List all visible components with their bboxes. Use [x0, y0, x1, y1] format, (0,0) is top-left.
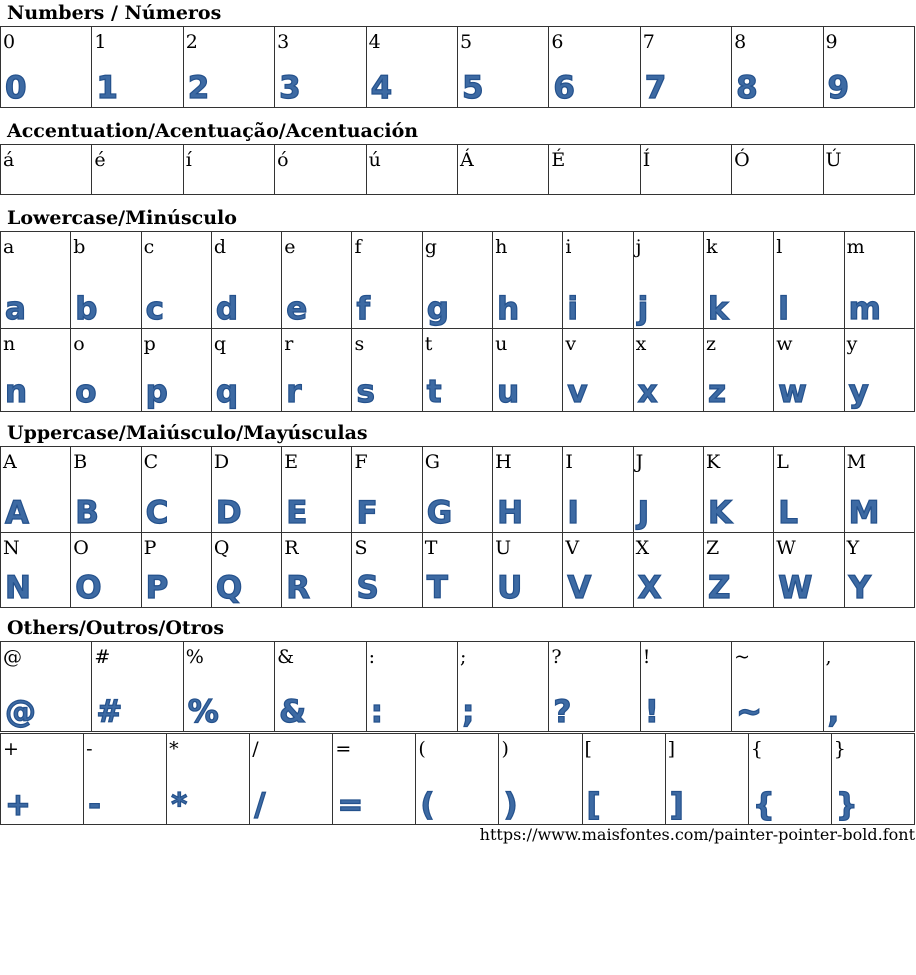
glyph-sample: g — [426, 291, 449, 327]
glyph-sample: ] — [669, 787, 684, 823]
glyph-sample: 9 — [827, 70, 850, 106]
char-label: W — [776, 537, 796, 559]
char-label: d — [213, 236, 227, 258]
char-cell — [183, 145, 274, 195]
glyph-sample: ! — [644, 694, 659, 730]
section-title-lowercase: Lowercase/Minúsculo — [7, 207, 237, 229]
glyph-sample: o — [75, 374, 97, 410]
glyph-sample: v — [567, 374, 588, 410]
glyph-sample: E — [286, 495, 308, 531]
char-cell — [823, 27, 914, 108]
glyph-sample: x — [637, 374, 658, 410]
char-label: D — [213, 451, 230, 473]
char-cell — [333, 734, 416, 825]
grid-row — [1, 734, 915, 825]
glyph-sample: : — [370, 694, 383, 730]
glyph-sample: Z — [707, 570, 731, 606]
char-cell — [633, 533, 703, 608]
char-label: g — [424, 236, 437, 258]
char-cell — [563, 447, 633, 533]
char-label: Z — [705, 537, 720, 559]
char-cell — [665, 734, 748, 825]
char-cell — [275, 145, 366, 195]
glyph-sample: Y — [848, 570, 872, 606]
char-label: 7 — [642, 31, 655, 53]
char-label: y — [846, 333, 858, 355]
char-label: í — [185, 149, 192, 171]
glyph-sample: l — [778, 291, 789, 327]
char-label: n — [3, 333, 16, 355]
char-label: U — [495, 537, 512, 559]
glyph-sample: A — [5, 495, 29, 531]
char-cell — [71, 533, 141, 608]
char-cell — [457, 642, 548, 732]
char-label: ; — [459, 646, 467, 668]
char-cell — [493, 329, 563, 412]
char-cell — [141, 232, 211, 329]
char-cell — [1, 533, 71, 608]
char-label: b — [73, 236, 86, 258]
char-cell — [92, 145, 183, 195]
glyph-sample: M — [848, 495, 880, 531]
char-label: ! — [642, 646, 651, 668]
glyph-sample: h — [497, 291, 520, 327]
char-label: 1 — [94, 31, 107, 53]
char-label: ú — [368, 149, 381, 171]
char-label: ? — [551, 646, 562, 668]
glyph-sample: ~ — [736, 694, 763, 730]
char-label: R — [284, 537, 299, 559]
glyph-sample: { — [752, 787, 775, 823]
char-cell — [844, 447, 914, 533]
glyph-sample: N — [5, 570, 31, 606]
char-label: } — [833, 738, 846, 760]
char-label: 2 — [185, 31, 198, 53]
char-label: f — [354, 236, 362, 258]
glyph-sample: 5 — [461, 70, 484, 106]
char-cell — [71, 447, 141, 533]
glyph-sample: L — [778, 495, 799, 531]
char-label: 8 — [734, 31, 747, 53]
glyph-sample: - — [88, 787, 101, 823]
char-cell — [703, 533, 773, 608]
char-cell — [84, 734, 167, 825]
char-label: Ó — [734, 149, 750, 171]
char-cell — [422, 329, 492, 412]
others-grid-2 — [0, 733, 915, 825]
char-cell — [844, 329, 914, 412]
char-cell — [732, 145, 823, 195]
char-cell — [422, 533, 492, 608]
section-title-uppercase: Uppercase/Maiúsculo/Mayúsculas — [7, 422, 368, 444]
char-cell — [352, 447, 422, 533]
glyph-sample: Q — [215, 570, 243, 606]
glyph-sample: U — [497, 570, 523, 606]
char-cell — [844, 232, 914, 329]
glyph-sample: 0 — [5, 70, 27, 106]
grid-row — [1, 329, 915, 412]
glyph-sample: m — [848, 291, 881, 327]
char-label: Í — [642, 149, 651, 171]
char-cell — [549, 145, 640, 195]
char-cell — [183, 27, 274, 108]
char-label: x — [635, 333, 647, 355]
numbers-grid — [0, 26, 915, 108]
grid-row — [1, 145, 915, 195]
glyph-sample: T — [426, 570, 448, 606]
char-label: e — [284, 236, 296, 258]
char-cell — [640, 642, 731, 732]
glyph-sample: # — [96, 694, 123, 730]
glyph-sample: a — [5, 291, 26, 327]
glyph-sample: u — [497, 374, 520, 410]
char-label: E — [284, 451, 299, 473]
char-label: ( — [418, 738, 426, 760]
char-cell — [275, 642, 366, 732]
grid-row — [1, 447, 915, 533]
glyph-sample: d — [215, 291, 239, 327]
glyph-sample: D — [215, 495, 242, 531]
glyph-sample: 4 — [370, 70, 393, 106]
glyph-sample: X — [637, 570, 662, 606]
char-cell — [141, 447, 211, 533]
char-label: P — [143, 537, 157, 559]
accents-grid — [0, 144, 915, 195]
char-label: O — [73, 537, 89, 559]
glyph-sample: * — [171, 787, 188, 823]
char-cell — [563, 533, 633, 608]
char-label: T — [424, 537, 438, 559]
char-cell — [703, 232, 773, 329]
char-label: o — [73, 333, 85, 355]
char-cell — [748, 734, 831, 825]
char-cell — [633, 447, 703, 533]
char-label: 3 — [277, 31, 290, 53]
glyph-sample: B — [75, 495, 99, 531]
char-cell — [211, 533, 281, 608]
char-label: , — [825, 646, 832, 668]
glyph-sample: 2 — [187, 70, 210, 106]
char-cell — [831, 734, 914, 825]
char-label: H — [495, 451, 512, 473]
glyph-sample: 1 — [96, 70, 118, 106]
char-label: r — [284, 333, 294, 355]
char-cell — [774, 447, 844, 533]
char-cell — [493, 232, 563, 329]
char-cell — [499, 734, 582, 825]
char-label: j — [635, 236, 642, 258]
char-cell — [633, 329, 703, 412]
char-label: u — [495, 333, 508, 355]
char-cell — [141, 329, 211, 412]
char-label: é — [94, 149, 106, 171]
char-label: C — [143, 451, 159, 473]
char-label: { — [750, 738, 763, 760]
char-label: ó — [277, 149, 289, 171]
char-label: É — [551, 149, 566, 171]
grid-row — [1, 27, 915, 108]
char-cell — [422, 447, 492, 533]
glyph-sample: s — [356, 374, 375, 410]
char-cell — [352, 533, 422, 608]
section-title-accents: Accentuation/Acentuação/Acentuación — [7, 120, 419, 142]
char-label: q — [213, 333, 227, 355]
char-label: N — [3, 537, 20, 559]
char-cell — [732, 642, 823, 732]
char-label: # — [94, 646, 111, 668]
glyph-sample: c — [145, 291, 164, 327]
glyph-sample: & — [279, 694, 307, 730]
char-cell — [211, 232, 281, 329]
lowercase-grid — [0, 231, 915, 412]
char-label: k — [705, 236, 718, 258]
char-label: i — [565, 236, 572, 258]
char-cell — [211, 329, 281, 412]
char-cell — [1, 145, 92, 195]
char-cell — [275, 27, 366, 108]
section-title-others: Others/Outros/Otros — [7, 617, 225, 639]
glyph-sample: } — [835, 787, 858, 823]
char-cell — [282, 447, 352, 533]
glyph-sample: W — [778, 570, 813, 606]
char-cell — [633, 232, 703, 329]
char-label: Á — [459, 149, 474, 171]
char-label: Y — [846, 537, 860, 559]
char-cell — [366, 27, 457, 108]
glyph-sample: b — [75, 291, 98, 327]
char-label: á — [3, 149, 15, 171]
char-cell — [732, 27, 823, 108]
char-label: h — [495, 236, 508, 258]
footer-url: https://www.maisfontes.com/painter-pointer-bold.font — [479, 825, 915, 844]
char-label: * — [169, 738, 179, 760]
glyph-sample: ? — [553, 694, 572, 730]
char-cell — [167, 734, 250, 825]
char-label: / — [252, 738, 259, 760]
char-cell — [92, 27, 183, 108]
glyph-sample: ( — [420, 787, 435, 823]
char-label: Ú — [825, 149, 842, 171]
glyph-sample: P — [145, 570, 169, 606]
char-label: m — [846, 236, 865, 258]
char-label: 6 — [551, 31, 564, 53]
char-label: v — [565, 333, 577, 355]
char-cell — [774, 533, 844, 608]
glyph-sample: ) — [503, 787, 518, 823]
char-label: A — [3, 451, 17, 473]
section-title-numbers: Numbers / Números — [7, 2, 222, 24]
glyph-sample: O — [75, 570, 102, 606]
char-cell — [282, 329, 352, 412]
char-cell — [493, 533, 563, 608]
char-cell — [774, 329, 844, 412]
char-label: @ — [3, 646, 22, 668]
char-label: + — [3, 738, 19, 760]
char-cell — [282, 232, 352, 329]
char-cell — [457, 27, 548, 108]
char-label: S — [354, 537, 368, 559]
char-cell — [549, 642, 640, 732]
char-cell — [366, 145, 457, 195]
glyph-sample: r — [286, 374, 302, 410]
glyph-sample: = — [337, 787, 364, 823]
grid-row — [1, 232, 915, 329]
glyph-sample: % — [187, 694, 219, 730]
char-cell — [1, 27, 92, 108]
glyph-sample: F — [356, 495, 378, 531]
char-label: 0 — [3, 31, 16, 53]
char-cell — [823, 145, 914, 195]
char-label: M — [846, 451, 867, 473]
char-cell — [823, 642, 914, 732]
char-cell — [703, 329, 773, 412]
glyph-sample: R — [286, 570, 311, 606]
char-label: 9 — [825, 31, 838, 53]
char-label: s — [354, 333, 365, 355]
glyph-sample: G — [426, 495, 453, 531]
glyph-sample: J — [637, 495, 650, 531]
char-label: X — [635, 537, 650, 559]
glyph-sample: 8 — [736, 70, 758, 106]
char-cell — [563, 329, 633, 412]
char-label: : — [368, 646, 375, 668]
char-cell — [183, 642, 274, 732]
char-cell — [71, 232, 141, 329]
char-label: - — [86, 738, 93, 760]
glyph-sample: n — [5, 374, 28, 410]
others-grid-1 — [0, 641, 915, 732]
char-cell — [844, 533, 914, 608]
char-cell — [1, 447, 71, 533]
char-label: ~ — [734, 646, 751, 668]
glyph-sample: C — [145, 495, 169, 531]
char-label: K — [705, 451, 721, 473]
glyph-sample: p — [145, 374, 168, 410]
char-label: = — [335, 738, 352, 760]
char-cell — [141, 533, 211, 608]
char-cell — [1, 232, 71, 329]
glyph-sample: y — [848, 374, 869, 410]
char-label: z — [705, 333, 716, 355]
char-label: c — [143, 236, 155, 258]
glyph-sample: w — [778, 374, 807, 410]
char-label: L — [776, 451, 789, 473]
char-label: % — [185, 646, 204, 668]
glyph-sample: k — [707, 291, 729, 327]
char-label: 5 — [459, 31, 473, 53]
char-cell — [493, 447, 563, 533]
char-cell — [366, 642, 457, 732]
uppercase-grid — [0, 446, 915, 608]
char-label: B — [73, 451, 88, 473]
glyph-sample: z — [707, 374, 727, 410]
glyph-sample: / — [254, 787, 266, 823]
char-cell — [549, 27, 640, 108]
char-label: J — [635, 451, 644, 473]
char-label: ) — [501, 738, 509, 760]
glyph-sample: K — [707, 495, 732, 531]
glyph-sample: f — [356, 291, 370, 327]
char-label: w — [776, 333, 793, 355]
glyph-sample: @ — [5, 694, 36, 730]
char-label: I — [565, 451, 573, 473]
char-cell — [352, 232, 422, 329]
char-cell — [1, 734, 84, 825]
char-cell — [582, 734, 665, 825]
char-label: [ — [584, 738, 592, 760]
char-cell — [457, 145, 548, 195]
glyph-sample: i — [567, 291, 579, 327]
char-cell — [71, 329, 141, 412]
glyph-sample: I — [567, 495, 579, 531]
char-cell — [774, 232, 844, 329]
char-label: 4 — [368, 31, 381, 53]
char-label: l — [776, 236, 783, 258]
glyph-sample: t — [426, 374, 442, 410]
grid-row — [1, 642, 915, 732]
grid-row — [1, 533, 915, 608]
glyph-sample: [ — [586, 787, 601, 823]
char-cell — [211, 447, 281, 533]
glyph-sample: 7 — [644, 70, 667, 106]
char-cell — [416, 734, 499, 825]
glyph-sample: 3 — [279, 70, 301, 106]
glyph-sample: q — [215, 374, 239, 410]
char-label: p — [143, 333, 156, 355]
char-label: t — [424, 333, 433, 355]
char-label: F — [354, 451, 368, 473]
char-cell — [352, 329, 422, 412]
char-label: Q — [213, 537, 230, 559]
char-cell — [92, 642, 183, 732]
char-cell — [1, 329, 71, 412]
char-cell — [1, 642, 92, 732]
char-cell — [640, 27, 731, 108]
char-label: & — [277, 646, 295, 668]
glyph-sample: S — [356, 570, 379, 606]
char-cell — [250, 734, 333, 825]
char-label: G — [424, 451, 440, 473]
char-cell — [703, 447, 773, 533]
char-cell — [640, 145, 731, 195]
glyph-sample: H — [497, 495, 524, 531]
glyph-sample: e — [286, 291, 308, 327]
char-label: ] — [667, 738, 676, 760]
glyph-sample: + — [5, 787, 31, 823]
char-label: a — [3, 236, 15, 258]
glyph-sample: ; — [461, 694, 475, 730]
glyph-sample: 6 — [553, 70, 575, 106]
char-cell — [563, 232, 633, 329]
glyph-sample: V — [567, 570, 592, 606]
char-cell — [282, 533, 352, 608]
glyph-sample: j — [637, 291, 649, 327]
char-cell — [422, 232, 492, 329]
glyph-sample: , — [827, 694, 840, 730]
char-label: V — [565, 537, 580, 559]
